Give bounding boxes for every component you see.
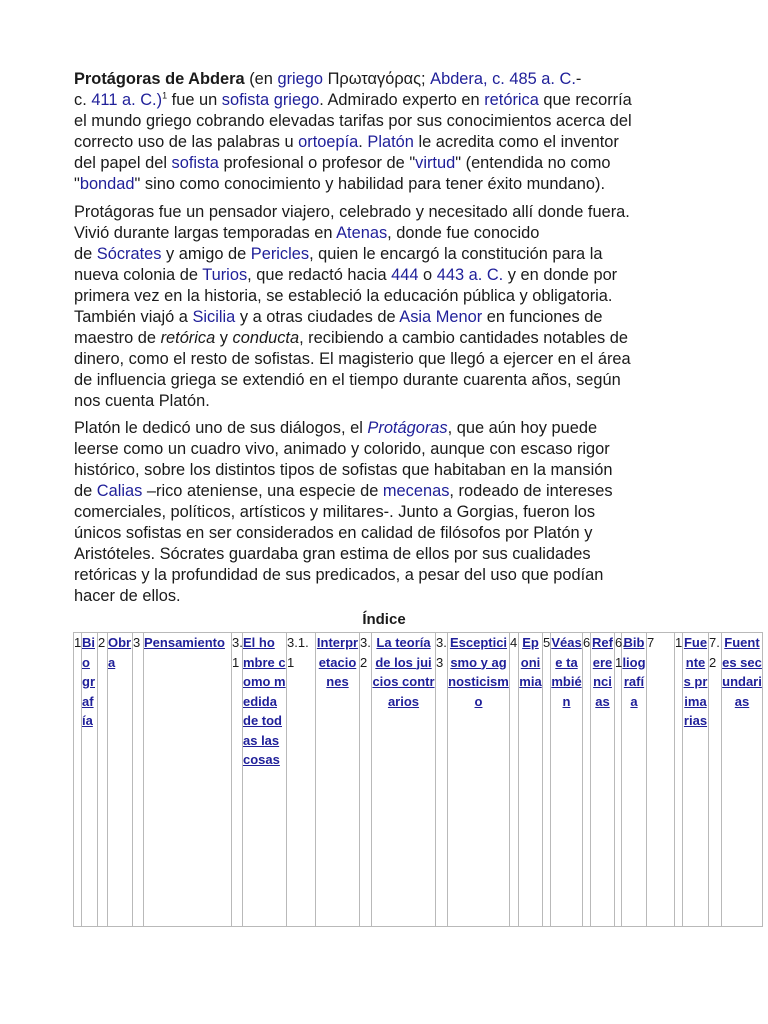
text-run: (en <box>244 70 278 88</box>
link-[interactable]: ) <box>156 91 163 109</box>
toc-link-vease-tambien[interactable]: Véase también <box>551 635 582 709</box>
toc-entry-obra[interactable] <box>108 633 133 927</box>
toc-number <box>543 633 551 927</box>
article-subject: Protágoras de Abdera <box>74 70 245 88</box>
text-run: , rodeado de intereses <box>449 482 613 500</box>
toc-number <box>287 633 316 927</box>
text-run: Vivió durante largas temporadas en <box>74 224 337 242</box>
text-run: " <box>74 175 80 193</box>
text-run: Platón le dedicó uno de sus diálogos, el <box>74 419 368 437</box>
text-run: , donde fue conocido <box>387 224 540 242</box>
toc-link-obra[interactable]: Obra <box>108 635 132 670</box>
second-paragraph <box>74 202 696 412</box>
text-run: hacer de ellos. <box>74 587 181 605</box>
toc-title: Índice <box>362 611 406 628</box>
toc-number-label: 7 <box>647 635 655 650</box>
text-run: el mundo griego cobrando elevadas tarifas por sus conocimientos acerca del <box>74 112 632 130</box>
text-run: maestro de <box>74 329 161 347</box>
toc-number-label: 3.1 <box>232 635 243 670</box>
toc-entry-vease-tambien[interactable] <box>551 633 583 927</box>
text-run: y a otras ciudades de <box>235 308 400 326</box>
text-run: –rico ateniense, una especie de <box>142 482 383 500</box>
toc-link-fuentes-primarias[interactable]: Fuentes primarias <box>683 635 708 728</box>
toc-link-el-hombre-como-medida-de-todas-las-cosas[interactable]: El hombre como medida de todas las cosas <box>243 635 286 767</box>
third-paragraph <box>74 418 696 607</box>
text-run: " (entendida no como <box>455 154 611 172</box>
toc-number <box>98 633 108 927</box>
toc-number <box>232 633 243 927</box>
text-run: del papel del <box>74 154 172 172</box>
text-run: , que redactó hacia <box>247 266 392 284</box>
intro-paragraph <box>74 69 696 195</box>
toc-link-referencias[interactable]: Referencias <box>592 635 613 709</box>
link-griego[interactable]: griego <box>277 70 324 88</box>
toc-number-label: 3.2 <box>360 635 371 670</box>
link-ortoepia[interactable]: ortoepía <box>298 133 359 151</box>
toc-link-interpretaciones[interactable]: Interpretaciones <box>316 635 359 689</box>
link-protagoras[interactable]: Protágoras <box>367 419 448 437</box>
text-run: , que aún hoy puede <box>447 419 598 437</box>
text-run: que recorría <box>538 91 632 109</box>
toc-number-label: 4 <box>510 635 518 650</box>
toc-entry-fuentes-primarias[interactable] <box>683 633 709 927</box>
toc-number <box>675 633 683 927</box>
toc-entry-referencias[interactable] <box>591 633 615 927</box>
toc-number-label: 1 <box>675 635 683 650</box>
text-run: histórico, sobre los distintos tipos de sofistas que habitaban en la mansión <box>74 461 613 479</box>
link-abdera-c-485-a-c[interactable]: Abdera, c. 485 a. C. <box>430 70 576 88</box>
toc-link-biografia[interactable]: Biografía <box>82 635 95 728</box>
text-run: primera vez en la historia, se estableció la educación pública y obligatoria. <box>74 287 613 305</box>
toc-entry-escepticismo-y-agnosticismo[interactable] <box>448 633 510 927</box>
toc-number <box>436 633 448 927</box>
text-run: de <box>74 482 97 500</box>
text-run: profesional o profesor de " <box>218 154 416 172</box>
text-run: o <box>418 266 437 284</box>
text-run: conducta <box>232 329 300 347</box>
toc-entry-pensamiento[interactable] <box>144 633 232 927</box>
text-run: Aristóteles. Sócrates guardaba gran estima de ellos por sus cualidades <box>74 545 591 563</box>
toc-entry-el-hombre-como-medida-de-todas-las-cosas[interactable] <box>243 633 287 927</box>
link-griego[interactable]: griego <box>273 91 320 109</box>
link-sofista[interactable]: sofista <box>171 154 219 172</box>
text-run: comerciales, políticos, artísticos y militares-. Junto a Gorgias, fueron los <box>74 503 596 521</box>
link-sicilia[interactable]: Sicilia <box>192 308 236 326</box>
text-run: correcto uso de las palabras u <box>74 133 299 151</box>
link-virtud[interactable]: virtud <box>415 154 456 172</box>
text-run: retóricas y la profundidad de sus predicados, a pesar del uso que podían <box>74 566 604 584</box>
toc-number <box>583 633 591 927</box>
text-run: y en donde por <box>503 266 618 284</box>
text-run: , recibiendo a cambio cantidades notables de <box>299 329 629 347</box>
toc-entry-interpretaciones[interactable] <box>316 633 360 927</box>
link-411-a-c[interactable]: 411 a. C. <box>91 91 157 109</box>
text-run: . <box>358 133 368 151</box>
text-run: únicos sofistas en ser considerados en calidad de filósofos por Platón y <box>74 524 593 542</box>
link-mecenas[interactable]: mecenas <box>382 482 450 500</box>
toc-number <box>360 633 372 927</box>
toc-link-fuentes-secundarias[interactable]: Fuentes secundarias <box>722 635 762 709</box>
link-pericles[interactable]: Pericles <box>250 245 310 263</box>
text-run: También viajó a <box>74 308 193 326</box>
text-run: nos cuenta Platón. <box>74 392 210 410</box>
table-of-contents <box>73 632 763 927</box>
text-run: le acredita como el inventor <box>413 133 619 151</box>
toc-number <box>133 633 144 927</box>
toc-link-eponimia[interactable]: Eponimia <box>519 635 542 689</box>
link-asia-menor[interactable]: Asia Menor <box>399 308 483 326</box>
text-run: fue un <box>167 91 222 109</box>
toc-number-label: 5 <box>543 635 551 650</box>
link-bondad[interactable]: bondad <box>79 175 135 193</box>
text-run: " sino como conocimiento y habilidad para tener éxito mundano). <box>134 175 606 193</box>
text-run: en funciones de <box>482 308 603 326</box>
link-atenas[interactable]: Atenas <box>336 224 388 242</box>
link-platon[interactable]: Platón <box>367 133 414 151</box>
toc-number-label: 1 <box>74 635 82 650</box>
toc-number-label: 2 <box>98 635 106 650</box>
toc-entry-fuentes-secundarias[interactable] <box>722 633 763 927</box>
text-run: c. <box>74 91 92 109</box>
text-run: Πρωταγόρας; <box>323 70 431 88</box>
text-run: - <box>575 70 582 88</box>
link-socrates[interactable]: Sócrates <box>96 245 162 263</box>
toc-number <box>615 633 626 927</box>
text-run: Protágoras fue un pensador viajero, celebrado y necesitado allí donde fuera. <box>74 203 630 221</box>
toc-entry-la-teoria-de-los-juicios-contrarios[interactable] <box>372 633 436 927</box>
link-443-a-c[interactable]: 443 a. C. <box>436 266 504 284</box>
text-run: retórica <box>160 329 216 347</box>
toc-entry-eponimia[interactable] <box>519 633 543 927</box>
toc-link-pensamiento[interactable]: Pensamiento <box>144 635 225 650</box>
link-444[interactable]: 444 <box>391 266 419 284</box>
link-retorica[interactable]: retórica <box>484 91 539 109</box>
toc-number-label: 7.2 <box>709 635 720 670</box>
toc-number-label: 3.1.1 <box>287 635 309 670</box>
text-run: y <box>215 329 233 347</box>
toc-number <box>510 633 519 927</box>
toc-number <box>709 633 722 927</box>
toc-row <box>74 633 763 927</box>
text-run: , quien le encargó la constitución para la <box>309 245 603 263</box>
link-calias[interactable]: Calias <box>96 482 143 500</box>
text-run: de <box>74 245 97 263</box>
text-run: . Admirado experto en <box>319 91 485 109</box>
toc-number-label: 3 <box>133 635 141 650</box>
toc-link-bibliografia[interactable]: Bibliografía <box>622 635 646 709</box>
text-run: nueva colonia de <box>74 266 203 284</box>
link-sofista[interactable]: sofista <box>221 91 270 109</box>
text-run: de influencia griega se extendió en el tiempo durante cuarenta años, según <box>74 371 621 389</box>
text-run: y amigo de <box>161 245 251 263</box>
toc-link-la-teoria-de-los-juicios-contrarios[interactable]: La teoría de los juicios contrarios <box>372 635 435 709</box>
toc-number <box>647 633 675 927</box>
toc-number-label: 3.3 <box>436 635 447 670</box>
toc-number-label: 6.1 <box>615 635 626 670</box>
toc-number-label: 6 <box>583 635 591 650</box>
link-turios[interactable]: Turios <box>202 266 248 284</box>
text-run: dinero, como el resto de sofistas. El magisterio que llegó a ejercer en el área <box>74 350 631 368</box>
text-run: leerse como un cuadro vivo, animado y colorido, aunque con escaso rigor <box>74 440 610 458</box>
footnote-ref[interactable]: 1 <box>162 90 168 101</box>
toc-entry-bibliografia[interactable] <box>622 633 647 927</box>
toc-number <box>74 633 82 927</box>
toc-link-escepticismo-y-agnosticismo[interactable]: Escepticismo y agnosticismo <box>448 635 509 709</box>
toc-entry-biografia[interactable] <box>82 633 98 927</box>
